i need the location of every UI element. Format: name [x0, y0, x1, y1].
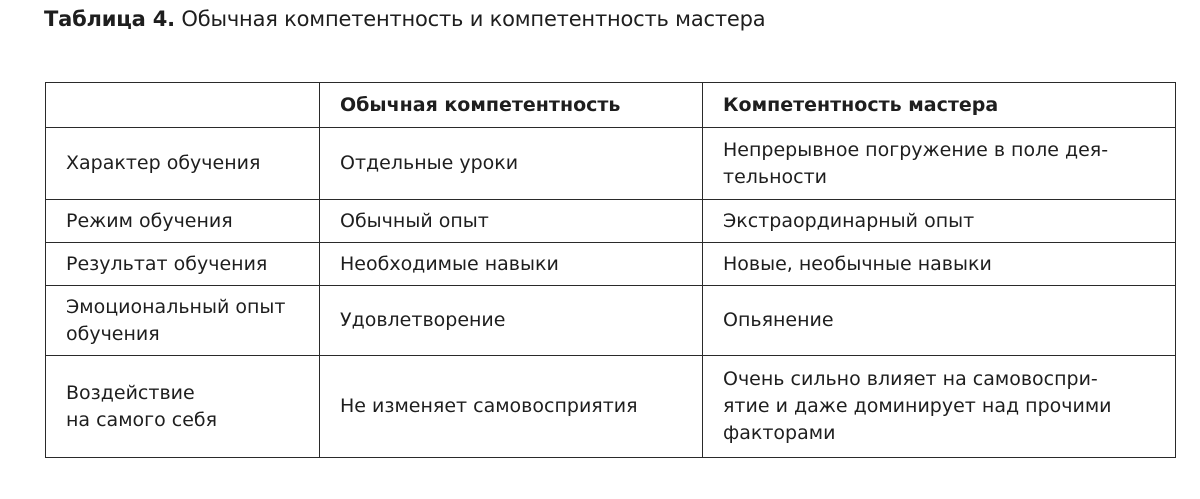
table-row	[46, 356, 1176, 458]
master-cell: Непрерывное погружение в поле дея- тельности	[703, 128, 1176, 200]
row-label-cell: Эмоциональный опыт обучения	[46, 286, 320, 356]
table-caption	[44, 4, 765, 34]
master-cell: Новые, необычные навыки	[703, 243, 1176, 286]
ordinary-cell: Отдельные уроки	[320, 128, 703, 200]
caption-label: Таблица 4.	[44, 7, 175, 31]
table-header-row	[46, 83, 1176, 128]
row-label-cell: Воздействие на самого себя	[46, 356, 320, 458]
ordinary-cell: Обычный опыт	[320, 200, 703, 243]
table-row	[46, 128, 1176, 200]
master-cell: Опьянение	[703, 286, 1176, 356]
row-label-cell: Характер обучения	[46, 128, 320, 200]
ordinary-cell: Не изменяет самовосприятия	[320, 356, 703, 458]
ordinary-cell: Необходимые навыки	[320, 243, 703, 286]
table-row	[46, 200, 1176, 243]
header-empty	[46, 83, 320, 128]
caption-text: Обычная компетентность и компетентность мастера	[181, 7, 766, 31]
ordinary-cell: Удовлетворение	[320, 286, 703, 356]
master-cell: Очень сильно влияет на самовоспри- ятие и даже доминирует над прочими факторами	[703, 356, 1176, 458]
header-ordinary-competence: Обычная компетентность	[320, 83, 703, 128]
table-row	[46, 286, 1176, 356]
master-cell: Экстраординарный опыт	[703, 200, 1176, 243]
header-master-competence: Компетентность мастера	[703, 83, 1176, 128]
table-row	[46, 243, 1176, 286]
row-label-cell: Режим обучения	[46, 200, 320, 243]
row-label-cell: Результат обучения	[46, 243, 320, 286]
comparison-table	[45, 82, 1176, 458]
